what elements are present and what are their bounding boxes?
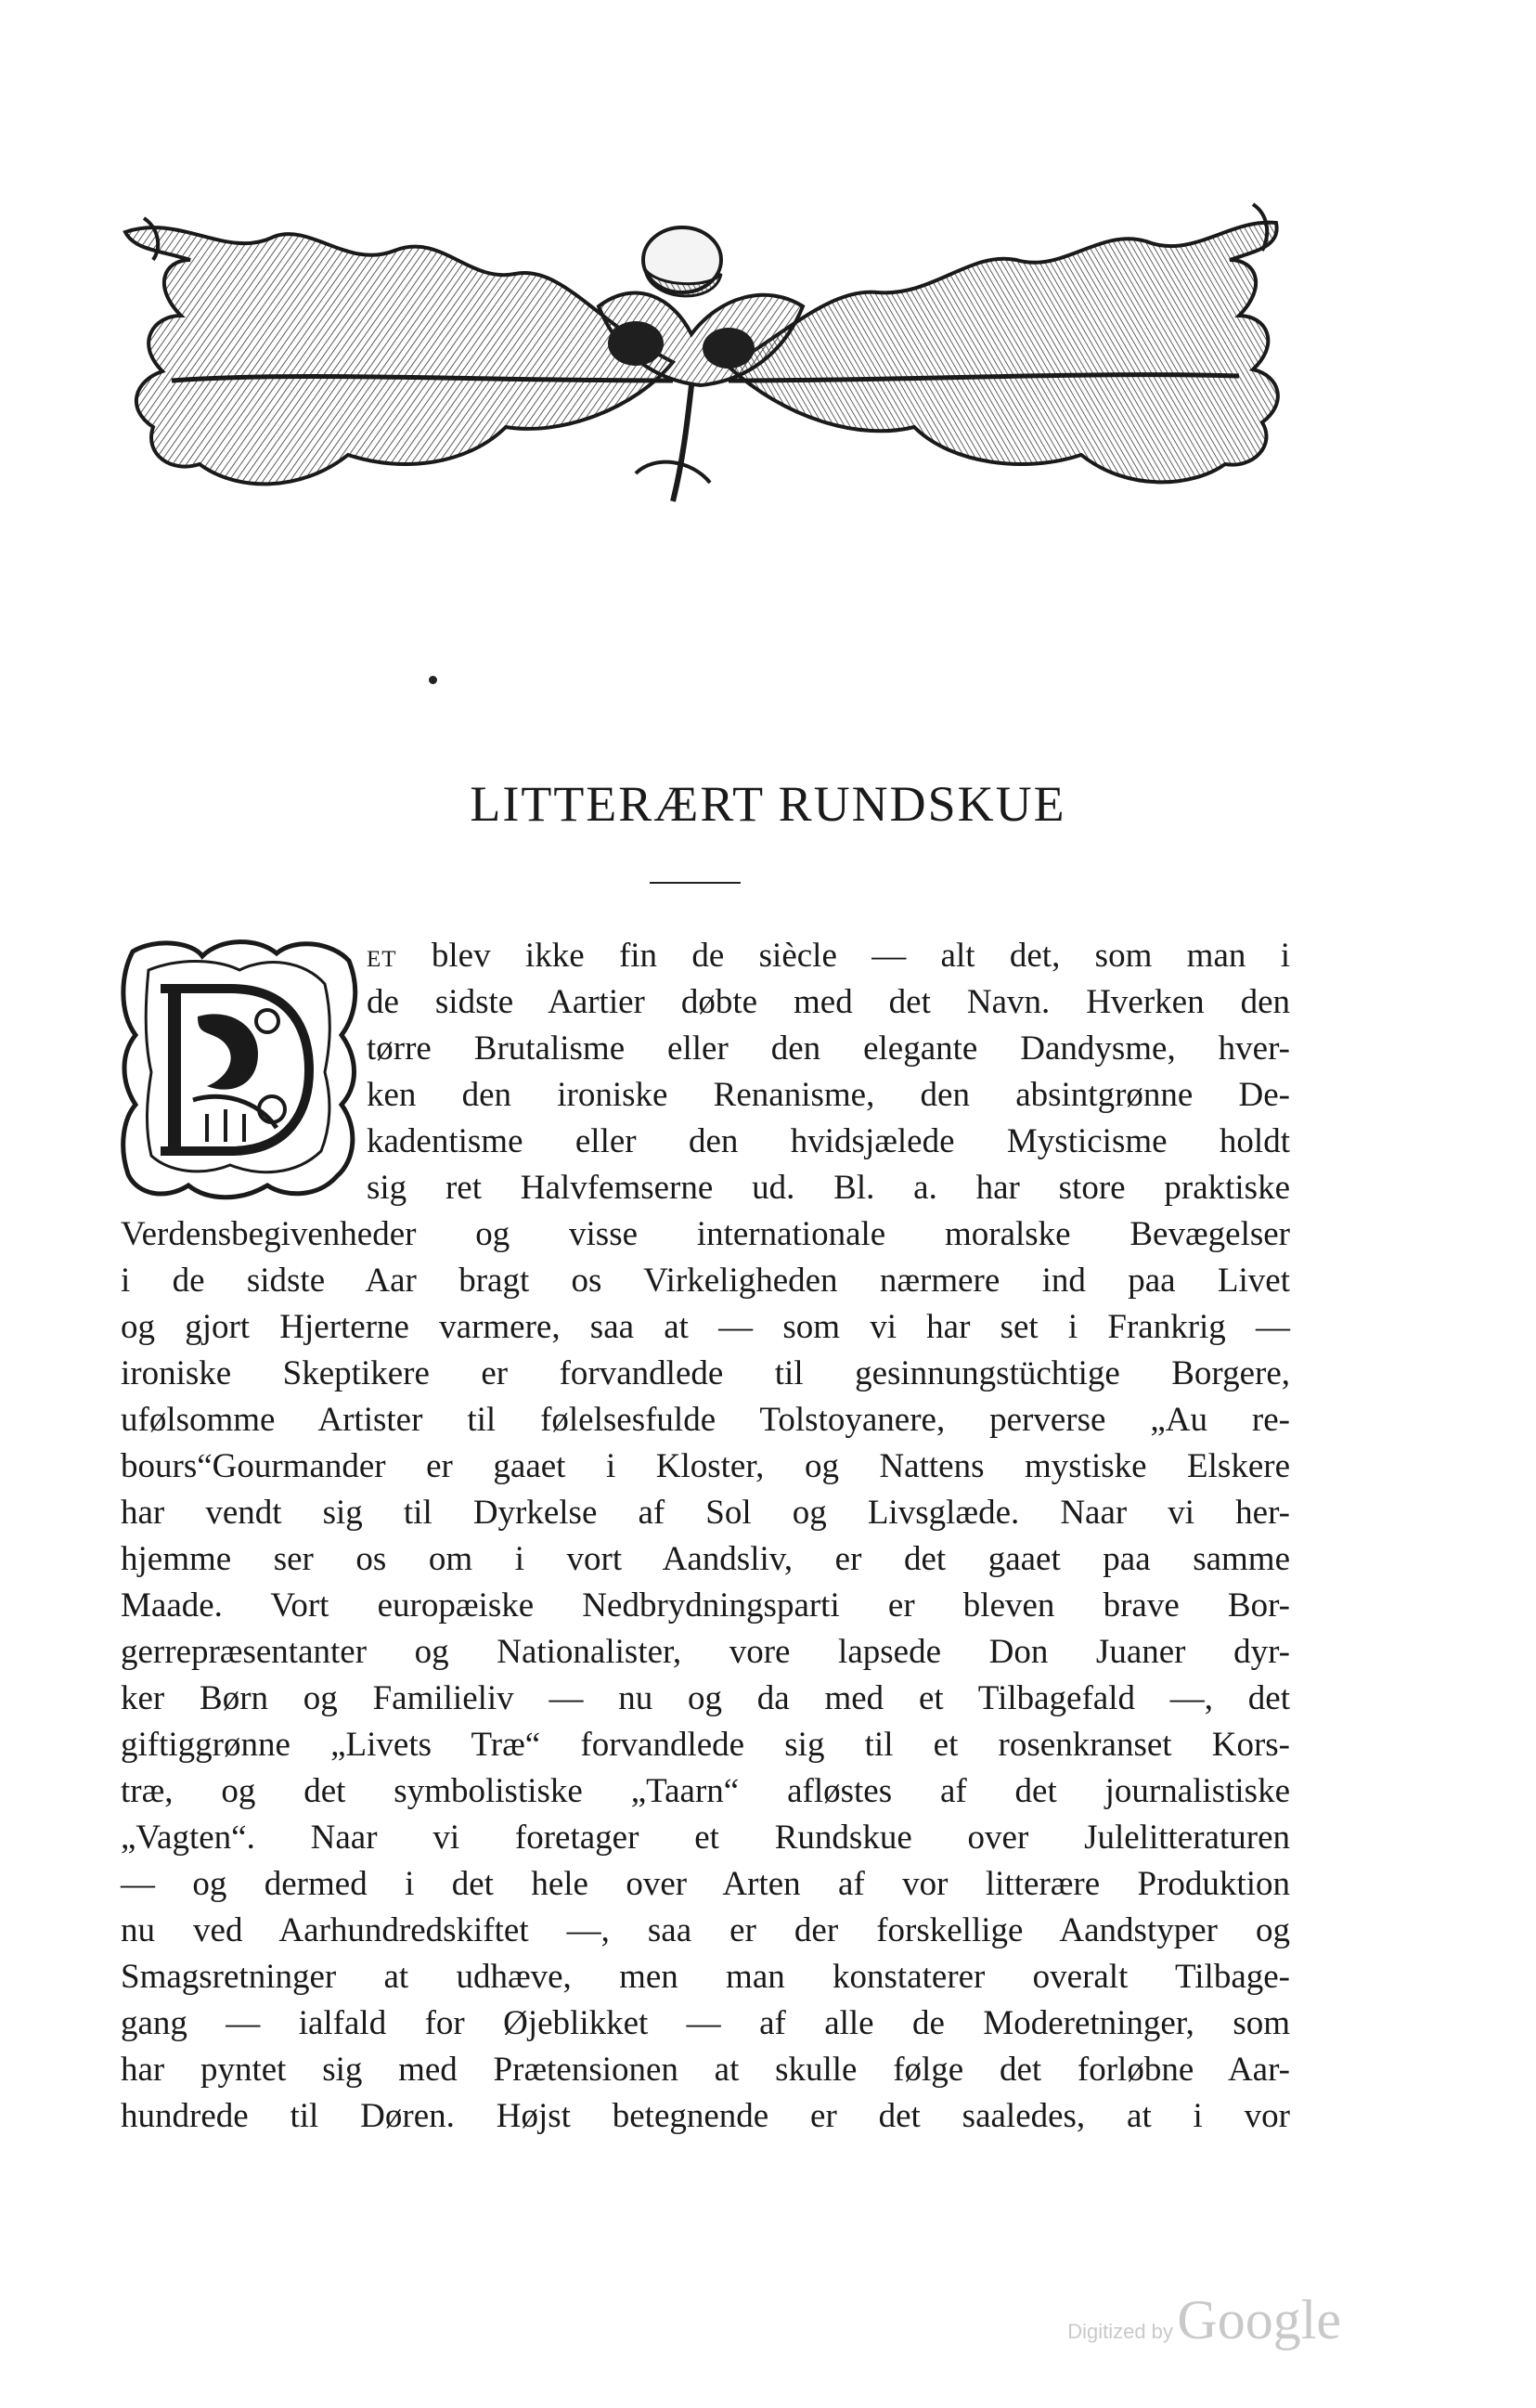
text-line: og gjort Hjerterne varmere, saa at — som vi har set i Frankrig — — [121, 1308, 1290, 1346]
page-title: LITTERÆRT RUNDSKUE — [470, 776, 1066, 832]
text-line: de sidste Aartier døbte med det Navn. Hverken den — [367, 983, 1290, 1021]
google-wordmark: Google — [1177, 2289, 1341, 2350]
text-line: Smagsretninger at udhæve, men man konstaterer overalt Tilbage- — [121, 1958, 1290, 1996]
text-line: giftiggrønne „Livets Træ“ forvandlede sig til et rosenkranset Kors- — [121, 1726, 1290, 1764]
text-line: ker Børn og Familieliv — nu og da med et Tilbagefald —, det — [121, 1679, 1290, 1717]
text-line: træ, og det symbolistiske „Taarn“ afløstes af det journalistiske — [121, 1772, 1290, 1810]
text-line: bours“Gourmander er gaaet i Kloster, og Nattens mystiske Elskere — [121, 1447, 1290, 1485]
text-line: gerrepræsentanter og Nationalister, vore lapsede Don Juaner dyr- — [121, 1633, 1290, 1671]
text-line: sig ret Halvfemserne ud. Bl. a. har store praktiske — [367, 1169, 1290, 1207]
title-rule — [650, 882, 741, 884]
text-line: har vendt sig til Dyrkelse af Sol og Livsglæde. Naar vi her- — [121, 1494, 1290, 1532]
text-line: Verdensbegivenheder og visse internationale moralske Bevægelser — [121, 1215, 1290, 1253]
digitized-by-google-watermark — [1067, 2288, 1341, 2352]
print-dot — [429, 676, 437, 684]
text-line: gang — ialfald for Øjeblikket — af alle de Moderetninger, som — [121, 2004, 1290, 2042]
text-line: hundrede til Døren. Højst betegnende er det saaledes, at i vor — [121, 2097, 1290, 2135]
text-line: ufølsomme Artister til følelsesfulde Tolstoyanere, perverse „Au re- — [121, 1401, 1290, 1439]
text-line: nu ved Aarhundredskiftet —, saa er der forskellige Aandstyper og — [121, 1911, 1290, 1949]
oak-leaf-ornament — [116, 195, 1290, 515]
text-line: kadentisme eller den hvidsjælede Mysticisme holdt — [367, 1122, 1290, 1160]
text-line: i de sidste Aar bragt os Virkeligheden nærmere ind paa Livet — [121, 1262, 1290, 1300]
text-line: Maade. Vort europæiske Nedbrydningsparti er bleven brave Bor- — [121, 1586, 1290, 1625]
text-line: ironiske Skeptikere er forvandlede til gesinnungstüchtige Borgere, — [121, 1354, 1290, 1392]
text-line: tørre Brutalisme eller den elegante Dandysme, hver- — [367, 1029, 1290, 1068]
text-line: har pyntet sig med Prætensionen at skulle følge det forløbne Aar- — [121, 2051, 1290, 2089]
text-line: „Vagten“. Naar vi foretager et Rundskue over Julelitteraturen — [121, 1819, 1290, 1857]
body-text — [121, 933, 1290, 2233]
text-line: ken den ironiske Renanisme, den absintgrønne De- — [367, 1076, 1290, 1114]
digitized-label: Digitized by — [1067, 2320, 1173, 2343]
text-line: hjemme ser os om i vort Aandsliv, er det gaaet paa samme — [121, 1540, 1290, 1578]
text-line: — og dermed i det hele over Arten af vor litterære Produktion — [121, 1865, 1290, 1903]
text-line: ET blev ikke fin de siècle — alt det, som man i — [367, 937, 1290, 975]
drop-cap-continuation: ET — [367, 947, 397, 972]
